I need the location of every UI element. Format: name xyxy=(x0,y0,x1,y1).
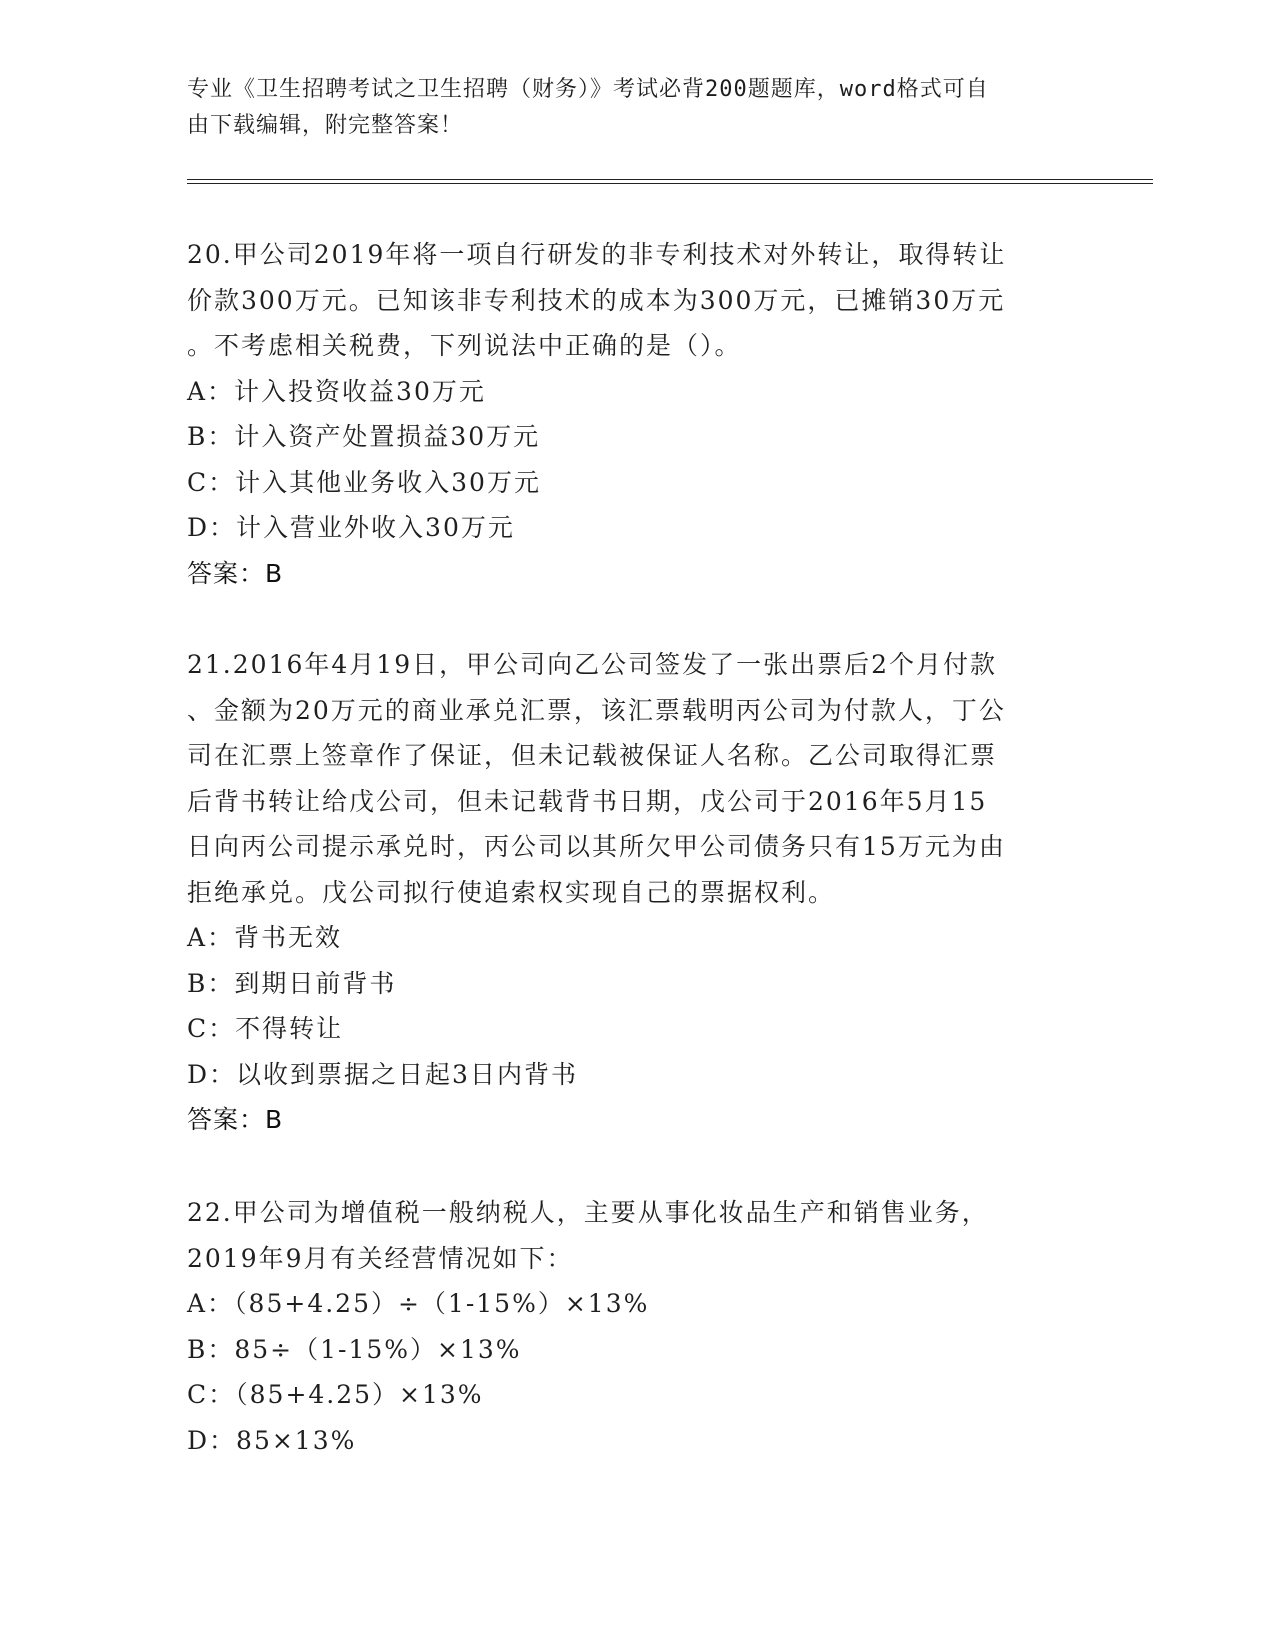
answer-line: 答案：B xyxy=(187,1105,284,1134)
option-c: C：计入其他业务收入30万元 xyxy=(187,467,541,497)
option-a: A：背书无效 xyxy=(187,923,343,952)
option-d: D：以收到票据之日起3日内背书 xyxy=(187,1059,578,1089)
question-text-line: 、金额为20万元的商业承兑汇票，该汇票载明丙公司为付款人，丁公 xyxy=(187,695,1006,725)
option-d: D：85×13% xyxy=(187,1425,357,1455)
option-c: C：不得转让 xyxy=(187,1014,344,1043)
answer-line: 答案：B xyxy=(187,558,284,588)
option-d: D：计入营业外收入30万元 xyxy=(187,513,515,542)
option-b: B：到期日前背书 xyxy=(187,968,397,998)
question-text-line: 拒绝承兑。戊公司拟行使追索权实现自己的票据权利。 xyxy=(187,877,836,907)
option-a: A：计入投资收益30万元 xyxy=(187,376,486,406)
question-text-line: 2019年9月有关经营情况如下： xyxy=(187,1243,574,1273)
question-20 xyxy=(187,232,1087,596)
option-b: B：85÷（1-15%）×13% xyxy=(187,1334,522,1364)
header-line: 专业《卫生招聘考试之卫生招聘（财务）》考试必背200题题库，word格式可自 xyxy=(187,77,989,102)
question-text-line: 20.甲公司2019年将一项自行研发的非专利技术对外转让，取得转让 xyxy=(187,240,1007,269)
header-line: 由下载编辑，附完整答案！ xyxy=(187,113,464,138)
question-text-line: 22.甲公司为增值税一般纳税人，主要从事化妆品生产和销售业务， xyxy=(187,1198,989,1227)
question-text-line: 司在汇票上签章作了保证，但未记载被保证人名称。乙公司取得汇票 xyxy=(187,741,998,770)
option-a: A：（85+4.25）÷（1-15%）×13% xyxy=(187,1289,650,1318)
question-text-line: 21.2016年4月19日，甲公司向乙公司签发了一张出票后2个月付款 xyxy=(187,650,998,679)
option-c: C：（85+4.25）×13% xyxy=(187,1380,484,1409)
question-text-line: 后背书转让给戊公司，但未记载背书日期，戊公司于2016年5月15 xyxy=(187,786,988,816)
header-divider-top xyxy=(187,179,1153,180)
question-text-line: 日向丙公司提示承兑时，丙公司以其所欠甲公司债务只有15万元为由 xyxy=(187,832,1006,861)
question-text-line: 。不考虑相关税费，下列说法中正确的是（）。 xyxy=(187,331,742,360)
option-b: B：计入资产处置损益30万元 xyxy=(187,422,541,451)
question-21 xyxy=(187,642,1087,1143)
question-text-line: 价款300万元。已知该非专利技术的成本为300万元，已摊销30万元 xyxy=(187,285,1006,315)
document-header xyxy=(187,72,1067,144)
question-22 xyxy=(187,1190,1087,1463)
header-divider-bottom xyxy=(187,183,1153,184)
